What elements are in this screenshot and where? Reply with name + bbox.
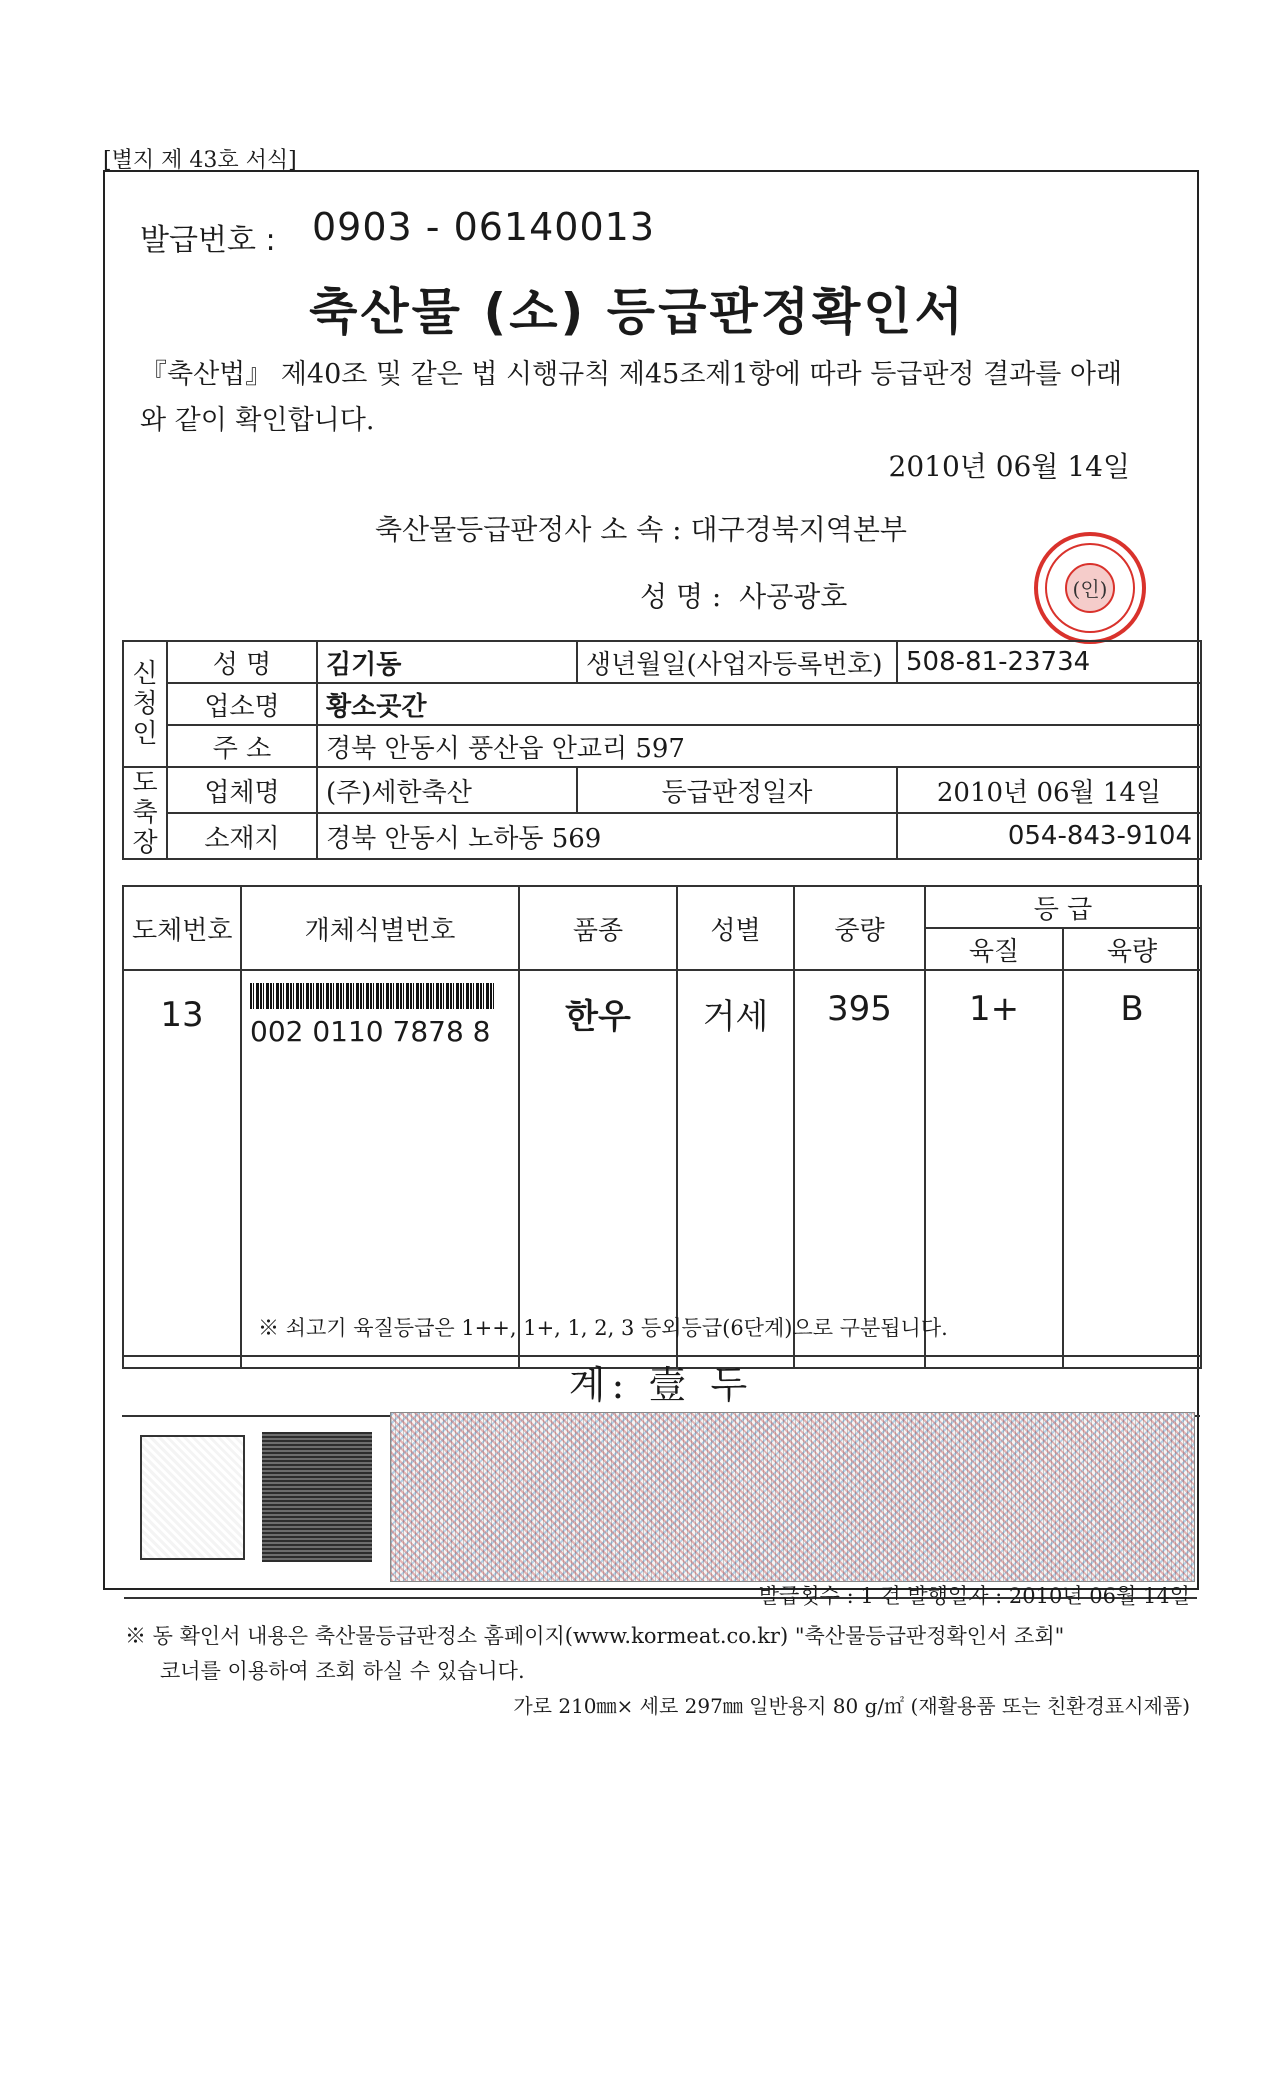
applicant-name-label: 성 명 xyxy=(167,641,317,683)
inspector-affiliation-value: 대구경북지역본부 xyxy=(690,513,907,546)
issue-date: 2010년 06월 14일 xyxy=(888,450,1130,483)
document-title: 축산물 (소) 등급판정확인서 xyxy=(309,283,966,341)
quality-grade: 1+ xyxy=(925,970,1063,1368)
table-row xyxy=(123,970,1201,1368)
inspector-name-label: 성 명 : xyxy=(640,580,722,613)
issue-count: 발급횟수 : 1 건 발행일자 : 2010년 06월 14일 xyxy=(758,1584,1190,1608)
yield-grade: B xyxy=(1063,970,1201,1368)
tag-no-header: 개체식별번호 xyxy=(241,886,519,970)
sex-header: 성별 xyxy=(677,886,794,970)
security-pattern xyxy=(390,1412,1195,1582)
inspector-affiliation xyxy=(375,508,907,548)
inspector-name xyxy=(640,575,847,615)
inspector-name-value: 사공광호 xyxy=(739,580,848,613)
slaughterhouse-section-label: 도축장 xyxy=(123,767,167,859)
barcode-icon xyxy=(250,983,495,1009)
notice-line-1: ※ 동 확인서 내용은 축산물등급판정소 홈페이지(www.kormeat.co.kr) "축산물등급판정확인서 조회" xyxy=(125,1624,1065,1648)
applicant-table xyxy=(122,640,1202,860)
applicant-reg-number: 508-81-23734 xyxy=(897,641,1201,683)
issue-number: 0903 - 06140013 xyxy=(312,205,655,249)
location-label: 소재지 xyxy=(167,813,317,859)
tag-no-cell xyxy=(241,970,519,1368)
breed: 한우 xyxy=(519,970,677,1368)
form-number: [별지 제 43호 서식] xyxy=(103,148,297,173)
address-label: 주 소 xyxy=(167,725,317,767)
location-value: 경북 안동시 노하동 569 xyxy=(317,813,897,859)
issue-number-label: 발급번호 : xyxy=(140,223,276,258)
applicant-section-label: 신청인 xyxy=(123,641,167,767)
applicant-name: 김기동 xyxy=(317,641,577,683)
tag-no: 002 0110 7878 8 xyxy=(250,1015,491,1048)
breed-header: 품종 xyxy=(519,886,677,970)
seal-text: (인) xyxy=(1072,577,1108,601)
business-name-label: 업소명 xyxy=(167,683,317,725)
grading-date: 2010년 06월 14일 xyxy=(897,767,1201,813)
business-name: 황소곳간 xyxy=(317,683,1201,725)
slaughterhouse-phone: 054-843-9104 xyxy=(897,813,1201,859)
sex: 거세 xyxy=(677,970,794,1368)
address-value: 경북 안동시 풍산읍 안교리 597 xyxy=(317,725,1201,767)
inspector-affiliation-label: 축산물등급판정사 소 속 : xyxy=(375,513,682,546)
statement-text: 『축산법』 제40조 및 같은 법 시행규칙 제45조제1항에 따라 등급판정 결과를 아래와 같이 확인합니다. xyxy=(140,359,1123,436)
company-name: (주)세한축산 xyxy=(317,767,577,813)
notice-line-2: 코너를 이용하여 조회 하실 수 있습니다. xyxy=(160,1659,525,1683)
official-seal-icon xyxy=(1030,528,1150,648)
grade-note: ※ 쇠고기 육질등급은 1++, 1+, 1, 2, 3 등외등급(6단계)으로 구분됩니다. xyxy=(258,1316,948,1340)
verification-mark-icon xyxy=(140,1435,245,1560)
carcass-no: 13 xyxy=(123,970,241,1368)
paper-spec: 가로 210㎜× 세로 297㎜ 일반용지 80 g/㎡ (재활용품 또는 친환경표시제품) xyxy=(513,1694,1190,1718)
grade-table xyxy=(122,885,1202,1369)
company-label: 업체명 xyxy=(167,767,317,813)
weight: 395 xyxy=(794,970,925,1368)
qr-code-icon xyxy=(262,1432,372,1562)
grading-date-label: 등급판정일자 xyxy=(577,767,897,813)
grade-header: 등 급 xyxy=(925,886,1201,928)
applicant-reg-label: 생년월일(사업자등록번호) xyxy=(577,641,897,683)
total-count: 계: 壹 두 xyxy=(122,1355,1200,1417)
weight-header: 중량 xyxy=(794,886,925,970)
yield-header: 육량 xyxy=(1063,928,1201,970)
carcass-no-header: 도체번호 xyxy=(123,886,241,970)
quality-header: 육질 xyxy=(925,928,1063,970)
